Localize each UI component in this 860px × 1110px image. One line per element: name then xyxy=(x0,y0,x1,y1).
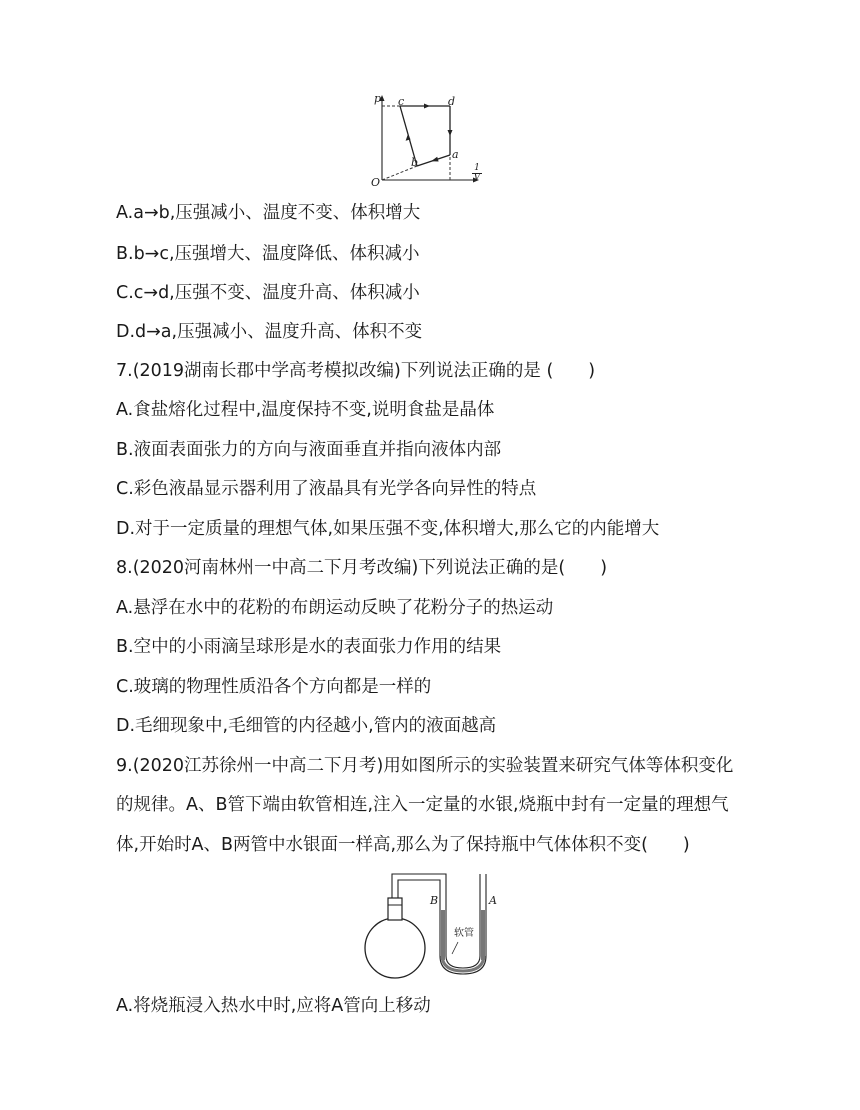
p-axis-label: p xyxy=(374,92,382,105)
q6-option-b: B.b→c,压强增大、温度降低、体积减小 xyxy=(116,244,420,264)
q6-option-d: D.d→a,压强减小、温度升高、体积不变 xyxy=(116,322,423,342)
point-a-label: a xyxy=(452,148,459,161)
point-c-label: c xyxy=(398,95,405,108)
x-axis-denominator: V xyxy=(473,173,481,183)
pv-diagram xyxy=(368,92,488,192)
q7-option-c: C.彩色液晶显示器利用了液晶具有光学各向异性的特点 xyxy=(116,479,537,499)
q7-option-d: D.对于一定质量的理想气体,如果压强不变,体积增大,那么它的内能增大 xyxy=(116,519,660,539)
q9-stem-line-2: 的规律。A、B管下端由软管相连,注入一定量的水银,烧瓶中封有一定量的理想气 xyxy=(116,795,729,815)
x-axis-fraction xyxy=(472,164,482,183)
tube-b-label: B xyxy=(430,894,439,907)
q7-stem: 7.(2019湖南长郡中学高考模拟改编)下列说法正确的是 ( ) xyxy=(116,361,596,381)
q8-option-c: C.玻璃的物理性质沿各个方向都是一样的 xyxy=(116,677,432,697)
q7-option-a: A.食盐熔化过程中,温度保持不变,说明食盐是晶体 xyxy=(116,400,495,420)
q8-stem: 8.(2020河南林州一中高二下月考改编)下列说法正确的是( ) xyxy=(116,558,608,578)
q9-option-a: A.将烧瓶浸入热水中时,应将A管向上移动 xyxy=(116,996,431,1016)
q6-option-c: C.c→d,压强不变、温度升高、体积减小 xyxy=(116,283,420,303)
origin-label: O xyxy=(371,176,381,189)
q7-option-b: B.液面表面张力的方向与液面垂直并指向液体内部 xyxy=(116,440,502,460)
q8-option-d: D.毛细现象中,毛细管的内径越小,管内的液面越高 xyxy=(116,716,497,736)
apparatus-svg xyxy=(358,870,508,982)
point-d-label: d xyxy=(448,95,456,108)
q9-stem-line-1: 9.(2020江苏徐州一中高二下月考)用如图所示的实验装置来研究气体等体积变化 xyxy=(116,756,734,776)
q6-option-a: A.a→b,压强减小、温度不变、体积增大 xyxy=(116,203,421,223)
tube-a-label: A xyxy=(489,894,497,907)
pv-diagram-svg xyxy=(368,92,488,192)
q8-option-b: B.空中的小雨滴呈球形是水的表面张力作用的结果 xyxy=(116,637,502,657)
hose-label: 软管 xyxy=(454,928,474,939)
x-axis-numerator: 1 xyxy=(472,164,482,174)
q8-option-a: A.悬浮在水中的花粉的布朗运动反映了花粉分子的热运动 xyxy=(116,598,554,618)
q9-stem-line-3: 体,开始时A、B两管中水银面一样高,那么为了保持瓶中气体体积不变( ) xyxy=(116,835,690,855)
point-b-label: b xyxy=(411,156,419,169)
apparatus-diagram xyxy=(358,870,508,982)
